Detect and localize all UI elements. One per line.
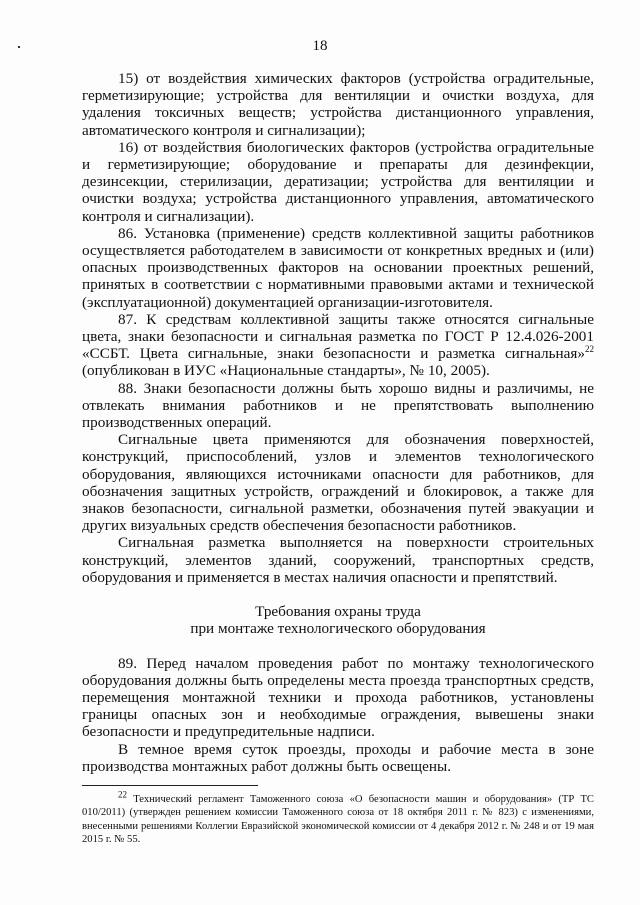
paragraph-87-tail: (опубликован в ИУС «Национальные стандарты», № 10, 2005). [82, 362, 490, 380]
paragraph-16: 16) от воздействия биологических факторов (устройства оградительные и герметизирующие; оборудование и препараты для дезинфекции, дезинсекции, стерилизации, дератизации; устройства для вентиляции и очистки воздуха; устройства дистанционного управления, автоматического контроля и сигнализации). [82, 138, 594, 225]
footnote-reference-22: 22 [585, 344, 594, 355]
footnote-text: Технический регламент Таможенного союза «О безопасности машин и оборудования» (ТР ТС 010/2011) (утвержден решением комиссии Таможенного союза от 18 октября 2011 г. № 823) с изменениями, внесенными решениями Коллегии Евразийской экономической комиссии от 4 декабря 2012 г. № 248 и от 19 мая 2015 г. № 55. [82, 794, 594, 846]
paragraph-87-text: 87. К средствам коллективной защиты также относятся сигнальные цвета, знаки безопасности и сигнальная разметка по ГОСТ Р 12.4.026-2001 «ССБТ. Цвета сигнальные, знаки безопасности и разметка сигнальная» [82, 310, 594, 363]
paragraph-88: 88. Знаки безопасности должны быть хорошо видны и различимы, не отвлекать внимания работников и не препятствовать выполнению производственных операций. [82, 379, 594, 432]
paragraph-dark-time: В темное время суток проезды, проходы и рабочие места в зоне производства монтажных работ должны быть освещены. [82, 740, 594, 775]
page-body [82, 70, 594, 775]
section-heading-line-2: при монтаже технологического оборудования [190, 620, 486, 638]
footnote-marker: 22 [118, 789, 127, 800]
footnote-separator [82, 785, 258, 786]
section-heading-line-1: Требования охраны труда [255, 603, 421, 621]
paragraph-87 [82, 311, 594, 380]
paragraph-15: 15) от воздействия химических факторов (устройства оградительные, герметизирующие; устройства для вентиляции и очистки воздуха, для удаления токсичных веществ; устройства дистанционного управления, автоматического контроля и сигнализации); [82, 70, 594, 139]
page-number: 18 [312, 38, 328, 54]
footnote-22 [82, 789, 594, 847]
paragraph-signal-colors: Сигнальные цвета применяются для обозначения поверхностей, конструкций, приспособлений, узлов и элементов технологического оборудования, являющихся источниками опасности для работников, для обозначения защитных устройств, ограждений и блокировок, а также для знаков безопасности, сигнальной разметки, обозначения путей эвакуации и других визуальных средств обеспечения безопасности работников. [82, 431, 594, 535]
paragraph-89: 89. Перед началом проведения работ по монтажу технологического оборудования должны быть определены места проезда транспортных средств, перемещения монтажной техники и прохода работников, установлены границы опасных зон и необходимые ограждения, вывешены знаки безопасности и предупредительные надписи. [82, 654, 594, 741]
paragraph-86: 86. Установка (применение) средств коллективной защиты работников осуществляется работодателем в зависимости от конкретных вредных и (или) опасных производственных факторов на основании проектных решений, принятых в соответствии с нормативными правовыми актами и технической (эксплуатационной) документацией организации-изготовителя. [82, 224, 594, 311]
paragraph-signal-marking: Сигнальная разметка выполняется на поверхности строительных конструкций, элементов зданий, сооружений, транспортных средств, оборудования и применяется в местах наличия опасности и препятствий. [82, 534, 594, 586]
